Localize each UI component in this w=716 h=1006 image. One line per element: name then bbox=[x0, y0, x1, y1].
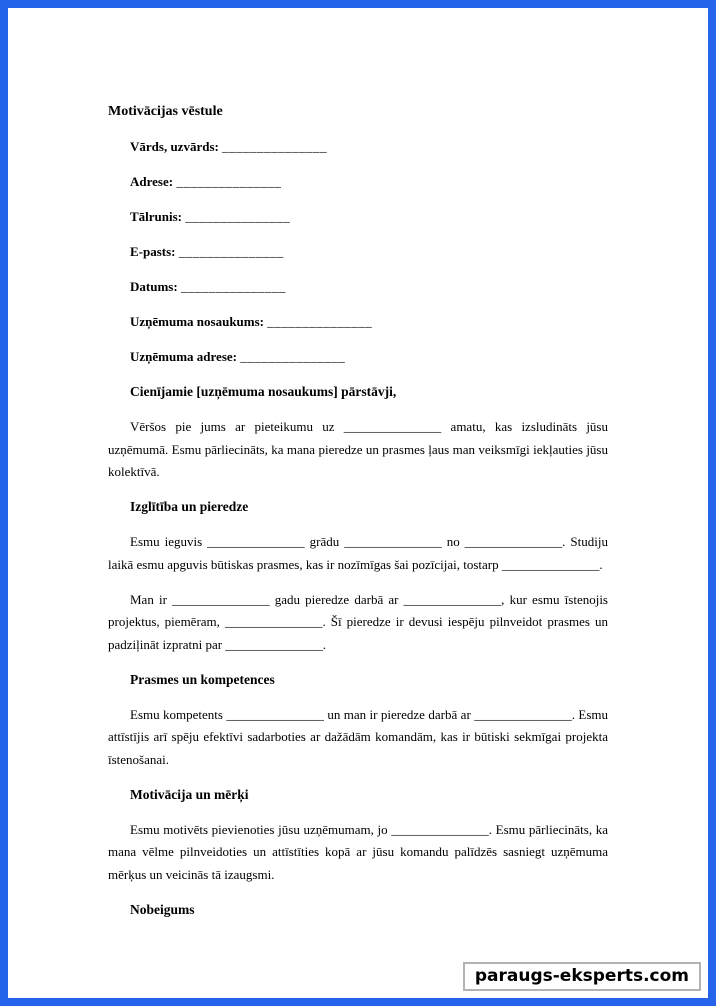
field-row-name bbox=[130, 136, 608, 159]
field-label: Tālrunis: bbox=[130, 209, 183, 224]
field-row-company-address bbox=[130, 346, 608, 369]
field-row-date bbox=[130, 276, 608, 299]
field-label: Adrese: bbox=[130, 174, 174, 189]
section-heading-skills: Prasmes un kompetences bbox=[130, 671, 275, 687]
paragraph: Man ir _______________ gadu pieredze darbā ar _______________, kur esmu īstenojis projektus, piemēram, _______________. Šī pieredze ir devusi iespēju pilnveidot prasmes un padziļināt izpratni par _______________. bbox=[108, 591, 608, 652]
paragraph: Esmu motivēts pievienoties jūsu uzņēmumam, jo _______________. Esmu pārliecināts, ka mana vēlme pilnveidoties un attīstīties kopā ar jūsu komandu palīdzēs sasniegt uzņēmuma mērķus un veicinās tā izaugsmi. bbox=[108, 821, 608, 882]
section-heading-motivation: Motivācija un mērķi bbox=[130, 786, 249, 802]
paragraph: Esmu kompetents _______________ un man ir pieredze darbā ar _______________. Esmu attīstījis arī spēju efektīvi sadarboties ar dažādām komandām, kas ir būtiski sekmīgai projekta īstenošanai. bbox=[108, 706, 608, 767]
field-row-address bbox=[130, 171, 608, 194]
document-title: Motivācijas vēstule bbox=[108, 104, 223, 119]
field-label: Datums: bbox=[130, 279, 178, 294]
paragraph: Esmu ieguvis _______________ grādu _______________ no _______________. Studiju laikā esmu apguvis būtiskas prasmes, kas ir nozīmīgas šai pozīcijai, tostarp _______________. bbox=[108, 534, 608, 572]
field-label: Uzņēmuma nosaukums: bbox=[130, 314, 264, 329]
field-blank-line: _______________ bbox=[222, 139, 328, 154]
field-row-phone bbox=[130, 206, 608, 229]
section-heading-education: Izglītība un pieredze bbox=[130, 499, 249, 514]
salutation: Cienījamie [uzņēmuma nosaukums] pārstāvji, bbox=[130, 384, 397, 399]
field-blank-line: _______________ bbox=[185, 209, 291, 224]
field-blank-line: _______________ bbox=[180, 279, 286, 294]
section-heading-closing: Nobeigums bbox=[130, 901, 195, 917]
field-row-email bbox=[130, 241, 608, 264]
letter-body bbox=[8, 8, 708, 921]
intro-paragraph: Vēršos pie jums ar pieteikumu uz _______________ amatu, kas izsludināts jūsu uzņēmumā. Esmu pārliecināts, ka mana pieredze un prasmes ļaus man veiksmīgi iekļauties jūsu kolektīvā. bbox=[108, 419, 608, 479]
field-label: Vārds, uzvārds: bbox=[130, 139, 219, 154]
field-blank-line: _______________ bbox=[240, 349, 346, 364]
field-blank-line: _______________ bbox=[267, 314, 373, 329]
field-label: Uzņēmuma adrese: bbox=[130, 349, 237, 364]
field-blank-line: _______________ bbox=[178, 244, 284, 259]
field-row-company-name bbox=[130, 311, 608, 334]
watermark-badge: paraugs-eksperts.com bbox=[463, 962, 701, 991]
field-blank-line: _______________ bbox=[176, 174, 282, 189]
field-label: E-pasts: bbox=[130, 244, 176, 259]
